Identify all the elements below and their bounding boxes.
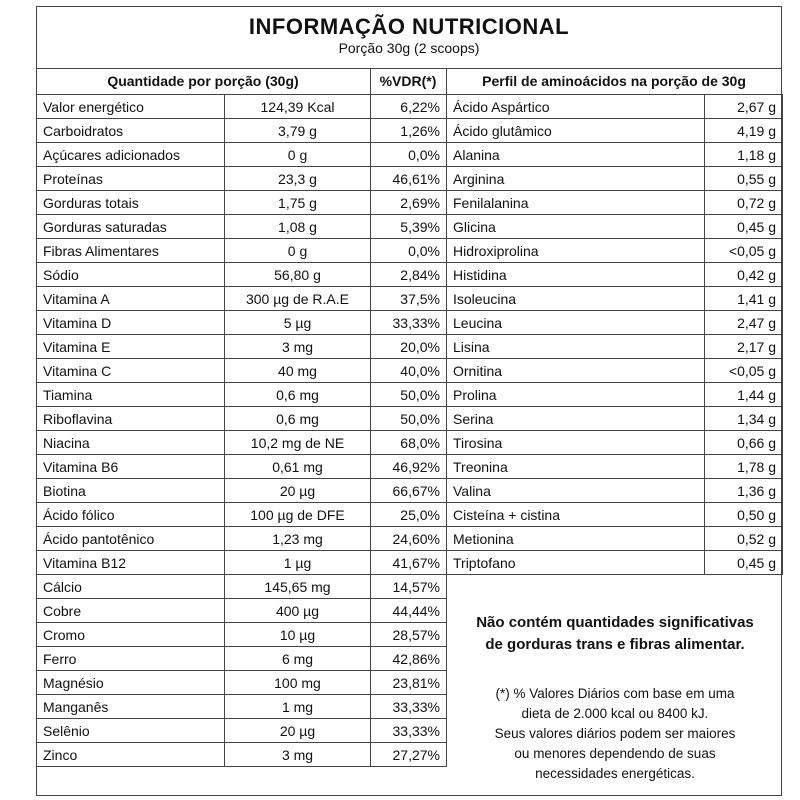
- nutrient-amount: 100 µg de DFE: [225, 503, 371, 527]
- nutrient-name: Carboidratos: [37, 119, 225, 143]
- nutrient-vdr: 0,0%: [371, 239, 447, 263]
- nutrient-vdr: 0,0%: [371, 143, 447, 167]
- amino-amount: <0,05 g: [705, 359, 783, 383]
- nutrient-name: Riboflavina: [37, 407, 225, 431]
- nutrient-name: Ferro: [37, 647, 225, 671]
- amino-amount: 1,41 g: [705, 287, 783, 311]
- nutrient-name: Vitamina A: [37, 287, 225, 311]
- amino-header: Perfil de aminoácidos na porção de 30g: [482, 73, 746, 89]
- amino-amount: 1,34 g: [705, 407, 783, 431]
- amino-name: Tirosina: [447, 431, 705, 455]
- nutrient-row: [37, 623, 447, 647]
- nutrient-name: Gorduras saturadas: [37, 215, 225, 239]
- nutrient-name: Selênio: [37, 719, 225, 743]
- nutrient-amount: 0 g: [225, 239, 371, 263]
- nutrient-name: Ácido fólico: [37, 503, 225, 527]
- nutrient-vdr: 2,84%: [371, 263, 447, 287]
- amino-amount: 2,67 g: [705, 95, 783, 119]
- nutrient-amount: 0,6 mg: [225, 407, 371, 431]
- amino-row: [447, 191, 783, 215]
- amino-amount: 0,66 g: [705, 431, 783, 455]
- nutrient-vdr: 25,0%: [371, 503, 447, 527]
- nutrient-name: Niacina: [37, 431, 225, 455]
- nutrient-vdr: 50,0%: [371, 407, 447, 431]
- amino-row: [447, 407, 783, 431]
- nutrient-vdr: 24,60%: [371, 527, 447, 551]
- nutrient-name: Zinco: [37, 743, 225, 767]
- nutrient-row: [37, 575, 447, 599]
- nutrient-amount: 1 mg: [225, 695, 371, 719]
- amino-row: [447, 95, 783, 119]
- nutrient-name: Sódio: [37, 263, 225, 287]
- amino-name: Valina: [447, 479, 705, 503]
- footnote-line: (*) % Valores Diários com base em uma: [495, 686, 735, 701]
- amino-amount: 0,45 g: [705, 215, 783, 239]
- nutrient-name: Magnésio: [37, 671, 225, 695]
- nutrient-row: [37, 599, 447, 623]
- nutrient-vdr: 27,27%: [371, 743, 447, 767]
- amino-amount: 0,42 g: [705, 263, 783, 287]
- header-col-divider: [370, 68, 371, 94]
- nutrient-name: Vitamina C: [37, 359, 225, 383]
- trans-fat-note-line: de gorduras trans e fibras alimentar.: [485, 636, 745, 653]
- nutrient-name: Fibras Alimentares: [37, 239, 225, 263]
- amino-name: Treonina: [447, 455, 705, 479]
- nutrient-amount: 3 mg: [225, 743, 371, 767]
- nutrient-name: Manganês: [37, 695, 225, 719]
- nutrient-name: Açúcares adicionados: [37, 143, 225, 167]
- amino-row: [447, 287, 783, 311]
- amino-name: Glicina: [447, 215, 705, 239]
- amino-row: [447, 359, 783, 383]
- nutrient-vdr: 42,86%: [371, 647, 447, 671]
- nutrient-row: [37, 479, 447, 503]
- nutrient-row: [37, 695, 447, 719]
- trans-fat-note: [450, 612, 780, 656]
- amino-amount: 1,36 g: [705, 479, 783, 503]
- nutrient-amount: 145,65 mg: [225, 575, 371, 599]
- amino-name: Isoleucina: [447, 287, 705, 311]
- nutrient-row: [37, 455, 447, 479]
- nutrient-amount: 400 µg: [225, 599, 371, 623]
- nutrient-vdr: 1,26%: [371, 119, 447, 143]
- nutrient-amount: 23,3 g: [225, 167, 371, 191]
- nutrient-vdr: 41,67%: [371, 551, 447, 575]
- nutrient-row: [37, 263, 447, 287]
- daily-values-footnote: [450, 684, 780, 784]
- amino-name: Fenilalanina: [447, 191, 705, 215]
- nutrient-name: Gorduras totais: [37, 191, 225, 215]
- nutrient-amount: 5 µg: [225, 311, 371, 335]
- nutrient-name: Cobre: [37, 599, 225, 623]
- amino-amount: 4,19 g: [705, 119, 783, 143]
- nutrient-vdr: 50,0%: [371, 383, 447, 407]
- amino-amount: 2,47 g: [705, 311, 783, 335]
- nutrient-amount: 1,23 mg: [225, 527, 371, 551]
- footnote-line: necessidades energéticas.: [535, 766, 695, 781]
- amino-name: Prolina: [447, 383, 705, 407]
- amino-row: [447, 263, 783, 287]
- nutrient-vdr: 40,0%: [371, 359, 447, 383]
- nutrient-row: [37, 167, 447, 191]
- nutrient-amount: 3,79 g: [225, 119, 371, 143]
- nutrient-vdr: 46,92%: [371, 455, 447, 479]
- nutrient-name: Vitamina E: [37, 335, 225, 359]
- nutrient-row: [37, 191, 447, 215]
- nutrient-row: [37, 335, 447, 359]
- amino-row: [447, 119, 783, 143]
- nutrient-name: Cromo: [37, 623, 225, 647]
- nutrient-amount: 0,6 mg: [225, 383, 371, 407]
- header-col-divider: [446, 68, 447, 94]
- nutrient-name: Cálcio: [37, 575, 225, 599]
- nutrient-vdr: 44,44%: [371, 599, 447, 623]
- nutrient-vdr: 6,22%: [371, 95, 447, 119]
- footnote-line: dieta de 2.000 kcal ou 8400 kJ.: [521, 706, 709, 721]
- nutrient-row: [37, 527, 447, 551]
- nutrient-row: [37, 239, 447, 263]
- amino-table: [446, 94, 783, 575]
- amino-amount: 0,50 g: [705, 503, 783, 527]
- amino-row: [447, 311, 783, 335]
- amino-row: [447, 383, 783, 407]
- nutrient-row: [37, 719, 447, 743]
- nutrient-row: [37, 95, 447, 119]
- amino-row: [447, 431, 783, 455]
- amino-name: Hidroxiprolina: [447, 239, 705, 263]
- nutrient-vdr: 33,33%: [371, 311, 447, 335]
- nutrient-row: [37, 671, 447, 695]
- amino-name: Cisteína + cistina: [447, 503, 705, 527]
- amino-row: [447, 239, 783, 263]
- nutrient-row: [37, 743, 447, 767]
- amino-row: [447, 527, 783, 551]
- amino-name: Histidina: [447, 263, 705, 287]
- nutrient-vdr: 23,81%: [371, 671, 447, 695]
- nutrient-amount: 40 mg: [225, 359, 371, 383]
- quantity-header: Quantidade por porção (30g): [107, 73, 299, 89]
- amino-name: Ácido glutâmico: [447, 119, 705, 143]
- nutrient-row: [37, 119, 447, 143]
- nutrient-amount: 1,75 g: [225, 191, 371, 215]
- nutrient-amount: 56,80 g: [225, 263, 371, 287]
- nutrient-amount: 20 µg: [225, 719, 371, 743]
- amino-name: Metionina: [447, 527, 705, 551]
- nutrient-name: Vitamina B12: [37, 551, 225, 575]
- nutrient-amount: 100 mg: [225, 671, 371, 695]
- nutrient-row: [37, 359, 447, 383]
- nutrient-vdr: 33,33%: [371, 695, 447, 719]
- footnote-line: ou menores dependendo de suas: [514, 746, 716, 761]
- amino-name: Alanina: [447, 143, 705, 167]
- nutrient-row: [37, 647, 447, 671]
- amino-row: [447, 143, 783, 167]
- nutrient-amount: 300 µg de R.A.E: [225, 287, 371, 311]
- nutrient-vdr: 5,39%: [371, 215, 447, 239]
- nutrient-row: [37, 431, 447, 455]
- nutrient-amount: 6 mg: [225, 647, 371, 671]
- nutrient-vdr: 33,33%: [371, 719, 447, 743]
- nutrient-amount: 124,39 Kcal: [225, 95, 371, 119]
- amino-name: Serina: [447, 407, 705, 431]
- nutrient-vdr: 14,57%: [371, 575, 447, 599]
- amino-amount: 0,72 g: [705, 191, 783, 215]
- amino-amount: 2,17 g: [705, 335, 783, 359]
- nutrient-amount: 3 mg: [225, 335, 371, 359]
- amino-amount: 1,18 g: [705, 143, 783, 167]
- amino-name: Lisina: [447, 335, 705, 359]
- nutrient-vdr: 37,5%: [371, 287, 447, 311]
- nutrient-name: Vitamina D: [37, 311, 225, 335]
- nutrient-vdr: 2,69%: [371, 191, 447, 215]
- nutrient-name: Vitamina B6: [37, 455, 225, 479]
- nutrient-row: [37, 407, 447, 431]
- amino-amount: 0,55 g: [705, 167, 783, 191]
- nutrient-name: Biotina: [37, 479, 225, 503]
- nutrient-amount: 0,61 mg: [225, 455, 371, 479]
- footnote-line: Seus valores diários podem ser maiores: [494, 726, 736, 741]
- amino-row: [447, 455, 783, 479]
- nutrient-row: [37, 311, 447, 335]
- amino-amount: 1,44 g: [705, 383, 783, 407]
- nutrient-amount: 0 g: [225, 143, 371, 167]
- nutrient-name: Proteínas: [37, 167, 225, 191]
- nutrient-amount: 10 µg: [225, 623, 371, 647]
- amino-name: Ornitina: [447, 359, 705, 383]
- amino-name: Arginina: [447, 167, 705, 191]
- nutrient-row: [37, 143, 447, 167]
- amino-row: [447, 335, 783, 359]
- nutrient-amount: 1,08 g: [225, 215, 371, 239]
- amino-amount: 0,45 g: [705, 551, 783, 575]
- amino-row: [447, 167, 783, 191]
- nutrient-vdr: 20,0%: [371, 335, 447, 359]
- amino-name: Triptofano: [447, 551, 705, 575]
- nutrient-name: Tiamina: [37, 383, 225, 407]
- nutrient-row: [37, 503, 447, 527]
- amino-amount: 0,52 g: [705, 527, 783, 551]
- nutrient-row: [37, 383, 447, 407]
- nutrient-row: [37, 215, 447, 239]
- amino-row: [447, 551, 783, 575]
- nutrient-name: Ácido pantotênico: [37, 527, 225, 551]
- amino-name: Leucina: [447, 311, 705, 335]
- nutrient-row: [37, 287, 447, 311]
- vdr-header: %VDR(*): [379, 73, 437, 89]
- nutrient-table: [36, 94, 447, 767]
- amino-row: [447, 215, 783, 239]
- trans-fat-note-line: Não contém quantidades significativas: [476, 614, 754, 631]
- serving-size: Porção 30g (2 scoops): [338, 40, 480, 56]
- nutrient-vdr: 68,0%: [371, 431, 447, 455]
- amino-amount: 1,78 g: [705, 455, 783, 479]
- amino-row: [447, 479, 783, 503]
- nutrient-amount: 20 µg: [225, 479, 371, 503]
- nutrient-vdr: 66,67%: [371, 479, 447, 503]
- nutrient-name: Valor energético: [37, 95, 225, 119]
- nutrient-amount: 10,2 mg de NE: [225, 431, 371, 455]
- amino-amount: <0,05 g: [705, 239, 783, 263]
- amino-name: Ácido Aspártico: [447, 95, 705, 119]
- amino-row: [447, 503, 783, 527]
- nutrient-row: [37, 551, 447, 575]
- nutrient-vdr: 46,61%: [371, 167, 447, 191]
- nutrient-vdr: 28,57%: [371, 623, 447, 647]
- label-title: INFORMAÇÃO NUTRICIONAL: [248, 14, 570, 39]
- nutrient-amount: 1 µg: [225, 551, 371, 575]
